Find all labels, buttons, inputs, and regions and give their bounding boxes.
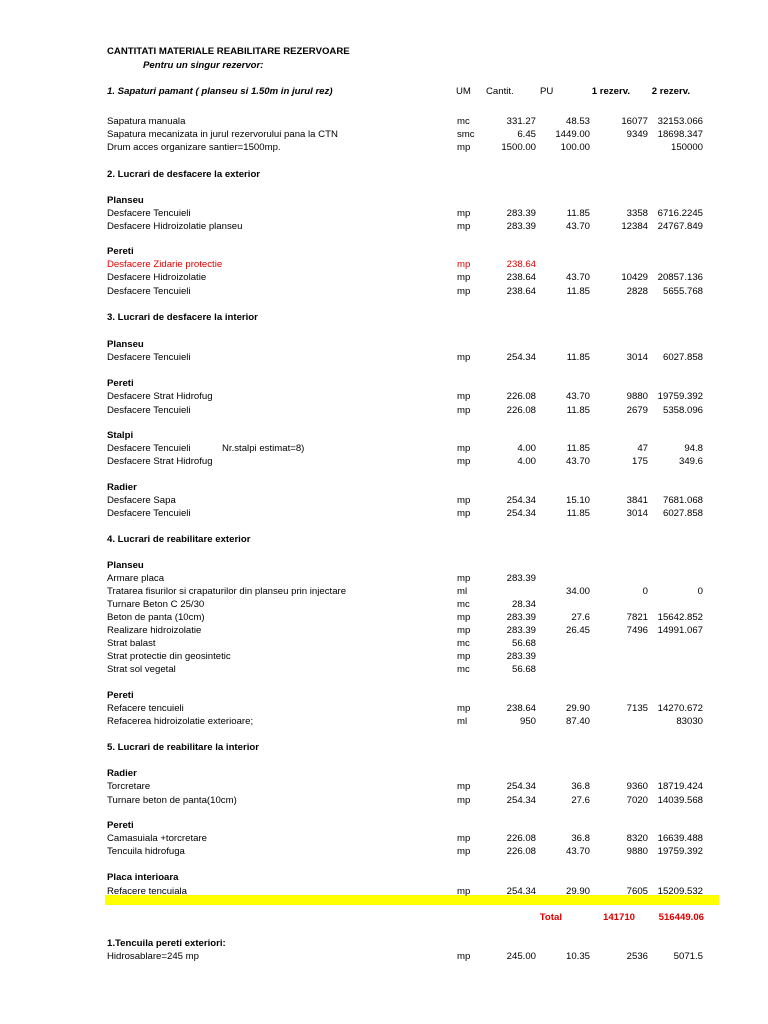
item-unit-price: 87.40 <box>565 716 590 727</box>
item-um: mp <box>457 391 471 402</box>
item-2-rezerv: 24767.849 <box>657 221 703 232</box>
item-unit-price: 43.70 <box>565 221 590 232</box>
item-unit-price: 11.85 <box>566 443 590 454</box>
item-label: Desfacere Strat Hidrofug <box>107 391 213 402</box>
item-um: mp <box>457 272 471 283</box>
item-1-rezerv: 9880 <box>626 846 648 857</box>
item-label: Desfacere Tencuieli <box>107 208 191 219</box>
item-unit-price: 43.70 <box>565 456 590 467</box>
item-unit-price: 36.8 <box>571 833 590 844</box>
item-quantity: 254.34 <box>506 352 536 363</box>
section-heading: 5. Lucrari de reabilitare la interior <box>107 742 259 753</box>
item-2-rezerv: 0 <box>697 586 703 597</box>
section-heading: 3. Lucrari de desfacere la interior <box>107 312 258 323</box>
item-2-rezerv: 19759.392 <box>657 846 703 857</box>
item-label: Turnare Beton C 25/30 <box>107 599 205 610</box>
item-2-rezerv: 150000 <box>670 142 703 153</box>
item-2-rezerv: 6716.2245 <box>657 208 703 219</box>
item-1-rezerv: 0 <box>642 586 648 597</box>
item-quantity: 4.00 <box>517 456 536 467</box>
item-label: Strat sol vegetal <box>107 664 176 675</box>
item-1-rezerv: 7135 <box>626 703 648 714</box>
item-2-rezerv: 18719.424 <box>657 781 703 792</box>
item-2-rezerv: 15209.532 <box>657 886 703 897</box>
item-label: Refacere tencuiala <box>107 886 187 897</box>
item-label: Torcretare <box>107 781 151 792</box>
subsection-heading: Stalpi <box>107 430 134 441</box>
item-um: mc <box>457 116 470 127</box>
section-heading: 1.Tencuila pereti exteriori: <box>107 938 226 949</box>
item-um: mc <box>457 599 470 610</box>
item-unit-price: 29.90 <box>565 886 590 897</box>
item-unit-price: 27.6 <box>571 795 590 806</box>
item-2-rezerv: 94.8 <box>684 443 703 454</box>
item-unit-price: 11.85 <box>566 405 590 416</box>
item-quantity: 1500.00 <box>501 142 536 153</box>
item-unit-price: 34.00 <box>565 586 590 597</box>
item-2-rezerv: 7681.068 <box>662 495 703 506</box>
item-um: mp <box>457 405 471 416</box>
item-unit-price: 15.10 <box>565 495 590 506</box>
item-quantity: 283.39 <box>506 221 536 232</box>
item-quantity: 254.34 <box>506 886 536 897</box>
item-2-rezerv: 19759.392 <box>657 391 703 402</box>
item-label: Desfacere Strat Hidrofug <box>107 456 213 467</box>
item-note: Nr.stalpi estimat=8) <box>222 443 305 454</box>
item-2-rezerv: 83030 <box>676 716 703 727</box>
item-unit-price: 36.8 <box>571 781 590 792</box>
item-2-rezerv: 5358.096 <box>662 405 703 416</box>
item-2-rezerv: 6027.858 <box>662 352 703 363</box>
item-label: Desfacere Zidarie protectie <box>107 259 223 270</box>
item-um: mp <box>457 142 471 153</box>
item-label: Desfacere Tencuieli <box>107 443 191 454</box>
item-um: mp <box>457 456 471 467</box>
item-1-rezerv: 3358 <box>626 208 648 219</box>
section-heading: 1. Sapaturi pamant ( planseu si 1.50m in jurul rez) <box>107 86 333 97</box>
item-2-rezerv: 18698.347 <box>657 129 703 140</box>
item-quantity: 238.64 <box>506 272 536 283</box>
item-label: Turnare beton de panta(10cm) <box>107 795 237 806</box>
item-quantity: 226.08 <box>506 405 536 416</box>
item-um: mp <box>457 781 471 792</box>
item-1-rezerv: 12384 <box>621 221 648 232</box>
item-quantity: 238.64 <box>506 286 536 297</box>
header-cantit: Cantit. <box>486 86 514 97</box>
item-1-rezerv: 7821 <box>626 612 648 623</box>
header-1-rezerv: 1 rezerv. <box>591 86 630 97</box>
item-1-rezerv: 2536 <box>626 951 648 962</box>
subsection-heading: Planseu <box>107 195 144 206</box>
item-unit-price: 11.85 <box>566 508 590 519</box>
item-label: Desfacere Tencuieli <box>107 405 191 416</box>
subsection-heading: Radier <box>107 482 137 493</box>
item-label: Hidrosablare=245 mp <box>107 951 199 962</box>
item-quantity: 283.39 <box>506 573 536 584</box>
subsection-heading: Pereti <box>107 820 134 831</box>
total-1-rezerv: 141710 <box>602 912 635 923</box>
item-um: mp <box>457 612 471 623</box>
item-um: mp <box>457 352 471 363</box>
subsection-heading: Radier <box>107 768 137 779</box>
item-um: mp <box>457 259 471 270</box>
item-unit-price: 11.85 <box>566 208 590 219</box>
item-label: Desfacere Tencuieli <box>107 286 191 297</box>
item-um: mp <box>457 495 471 506</box>
item-um: mp <box>457 951 471 962</box>
page-title: CANTITATI MATERIALE REABILITARE REZERVOARE <box>107 46 350 57</box>
item-um: mc <box>457 664 470 675</box>
item-label: Desfacere Hidroizolatie <box>107 272 207 283</box>
item-quantity: 238.64 <box>506 259 536 270</box>
item-um: mc <box>457 638 470 649</box>
item-um: mp <box>457 208 471 219</box>
item-label: Desfacere Tencuieli <box>107 508 191 519</box>
item-label: Strat balast <box>107 638 156 649</box>
item-um: ml <box>457 586 468 597</box>
section-heading: 4. Lucrari de reabilitare exterior <box>107 534 251 545</box>
item-1-rezerv: 9349 <box>626 129 648 140</box>
item-quantity: 56.68 <box>511 638 536 649</box>
item-um: mp <box>457 833 471 844</box>
item-quantity: 6.45 <box>517 129 536 140</box>
item-unit-price: 1449.00 <box>555 129 590 140</box>
subsection-heading: Pereti <box>107 378 134 389</box>
item-1-rezerv: 9360 <box>626 781 648 792</box>
item-1-rezerv: 10429 <box>621 272 648 283</box>
item-label: Camasuiala +torcretare <box>107 833 207 844</box>
item-quantity: 226.08 <box>506 833 536 844</box>
item-label: Armare placa <box>107 573 165 584</box>
item-label: Realizare hidroizolatie <box>107 625 202 636</box>
item-quantity: 226.08 <box>506 846 536 857</box>
item-label: Beton de panta (10cm) <box>107 612 205 623</box>
item-label: Desfacere Hidroizolatie planseu <box>107 221 243 232</box>
item-um: mp <box>457 221 471 232</box>
item-quantity: 56.68 <box>511 664 536 675</box>
item-1-rezerv: 3014 <box>626 352 648 363</box>
item-quantity: 245.00 <box>506 951 536 962</box>
item-1-rezerv: 2679 <box>626 405 648 416</box>
subsection-heading: Planseu <box>107 560 144 571</box>
item-quantity: 4.00 <box>517 443 536 454</box>
item-unit-price: 26.45 <box>565 625 590 636</box>
item-um: mp <box>457 651 471 662</box>
item-um: mp <box>457 286 471 297</box>
item-1-rezerv: 3014 <box>626 508 648 519</box>
item-unit-price: 43.70 <box>565 272 590 283</box>
subsection-heading: Placa interioara <box>107 872 179 883</box>
item-2-rezerv: 14039.568 <box>657 795 703 806</box>
item-1-rezerv: 7496 <box>626 625 648 636</box>
item-label: Drum acces organizare santier=1500mp. <box>107 142 281 153</box>
item-2-rezerv: 6027.858 <box>662 508 703 519</box>
item-um: ml <box>457 716 468 727</box>
subsection-heading: Pereti <box>107 690 134 701</box>
item-1-rezerv: 8320 <box>626 833 648 844</box>
item-label: Strat protectie din geosintetic <box>107 651 231 662</box>
total-label: Total <box>539 912 562 923</box>
item-um: mp <box>457 846 471 857</box>
total-2-rezerv: 516449.06 <box>658 912 704 923</box>
item-quantity: 331.27 <box>506 116 536 127</box>
item-1-rezerv: 3841 <box>626 495 648 506</box>
item-unit-price: 43.70 <box>565 846 590 857</box>
item-label: Desfacere Sapa <box>107 495 176 506</box>
item-quantity: 254.34 <box>506 508 536 519</box>
item-1-rezerv: 16077 <box>621 116 648 127</box>
item-1-rezerv: 7605 <box>626 886 648 897</box>
page-subtitle: Pentru un singur rezervor: <box>143 60 264 71</box>
item-quantity: 950 <box>519 716 536 727</box>
item-um: mp <box>457 795 471 806</box>
item-um: mp <box>457 573 471 584</box>
header-um: UM <box>456 86 471 97</box>
item-unit-price: 10.35 <box>565 951 590 962</box>
item-unit-price: 11.85 <box>566 352 590 363</box>
item-1-rezerv: 47 <box>637 443 648 454</box>
item-label: Refacere tencuieli <box>107 703 184 714</box>
item-um: mp <box>457 886 471 897</box>
item-quantity: 283.39 <box>506 612 536 623</box>
item-unit-price: 43.70 <box>565 391 590 402</box>
item-quantity: 238.64 <box>506 703 536 714</box>
item-label: Tratarea fisurilor si crapaturilor din planseu prin injectare <box>107 586 347 597</box>
item-quantity: 254.34 <box>506 495 536 506</box>
item-quantity: 283.39 <box>506 625 536 636</box>
item-1-rezerv: 2828 <box>626 286 648 297</box>
item-2-rezerv: 16639.488 <box>657 833 703 844</box>
item-unit-price: 11.85 <box>566 286 590 297</box>
header-pu: PU <box>540 86 554 97</box>
item-quantity: 254.34 <box>506 781 536 792</box>
subsection-heading: Pereti <box>107 246 134 257</box>
item-quantity: 283.39 <box>506 651 536 662</box>
item-label: Desfacere Tencuieli <box>107 352 191 363</box>
item-2-rezerv: 349.6 <box>678 456 703 467</box>
item-label: Tencuila hidrofuga <box>107 846 185 857</box>
item-um: smc <box>457 129 475 140</box>
item-label: Refacerea hidroizolatie exterioare; <box>107 716 254 727</box>
item-quantity: 254.34 <box>506 795 536 806</box>
item-quantity: 28.34 <box>511 599 536 610</box>
item-1-rezerv: 175 <box>631 456 648 467</box>
item-1-rezerv: 7020 <box>626 795 648 806</box>
item-um: mp <box>457 703 471 714</box>
item-unit-price: 100.00 <box>560 142 590 153</box>
section-heading: 2. Lucrari de desfacere la exterior <box>107 169 261 180</box>
item-label: Sapatura mecanizata in jurul rezervorului pana la CTN <box>107 129 338 140</box>
item-unit-price: 48.53 <box>565 116 590 127</box>
item-2-rezerv: 5655.768 <box>662 286 703 297</box>
item-unit-price: 29.90 <box>565 703 590 714</box>
item-label: Sapatura manuala <box>107 116 186 127</box>
item-quantity: 226.08 <box>506 391 536 402</box>
item-1-rezerv: 9880 <box>626 391 648 402</box>
item-um: mp <box>457 443 471 454</box>
item-2-rezerv: 5071.5 <box>673 951 703 962</box>
item-2-rezerv: 14270.672 <box>657 703 703 714</box>
item-um: mp <box>457 508 471 519</box>
item-2-rezerv: 15642.852 <box>657 612 703 623</box>
item-2-rezerv: 32153.066 <box>657 116 703 127</box>
item-2-rezerv: 14991.067 <box>657 625 703 636</box>
subsection-heading: Planseu <box>107 339 144 350</box>
item-unit-price: 27.6 <box>571 612 590 623</box>
item-um: mp <box>457 625 471 636</box>
item-quantity: 283.39 <box>506 208 536 219</box>
header-2-rezerv: 2 rezerv. <box>651 86 690 97</box>
item-2-rezerv: 20857.136 <box>657 272 703 283</box>
